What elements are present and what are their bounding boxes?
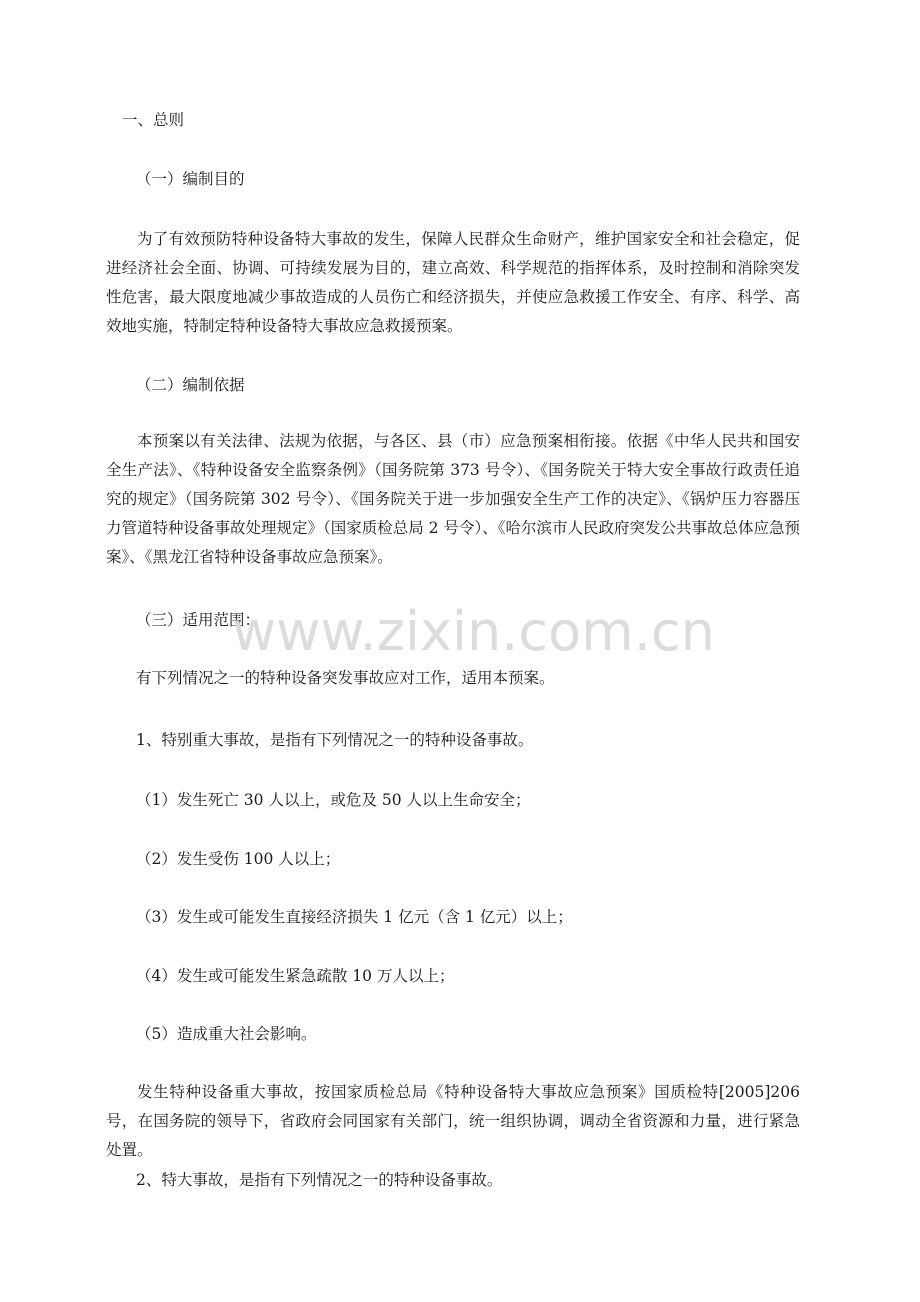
paragraph-purpose: 为了有效预防特种设备特大事故的发生，保障人民群众生命财产，维护国家安全和社会稳定，促进经济社会全面、协调、可持续发展为目的，建立高效、科学规范的指挥体系，及时控制和消除突发性危害，最大限度地减少事故造成的人员伤亡和经济损失，并使应急救援工作安全、有序、科学、高效地实施，特制定特种设备特大事故应急救援预案。 xyxy=(106,230,800,335)
list-item: （4）发生或可能发生紧急疏散 10 万人以上； xyxy=(136,967,455,985)
paragraph-scope-intro: 有下列情况之一的特种设备突发事故应对工作，适用本预案。 xyxy=(136,669,555,687)
item-2-title: 2、特大事故，是指有下列情况之一的特种设备事故。 xyxy=(136,1171,503,1189)
list-item: （2）发生受伤 100 人以上； xyxy=(136,850,341,868)
section-heading-general: 一、总则 xyxy=(122,111,185,129)
list-item: （3）发生或可能发生直接经济损失 1 亿元（含 1 亿元）以上； xyxy=(136,908,573,926)
list-item: （5）造成重大社会影响。 xyxy=(136,1025,317,1043)
watermark: www.zixin.com.cn xyxy=(232,600,715,663)
paragraph-item-1-response: 发生特种设备重大事故，按国家质检总局《特种设备特大事故应急预案》国质检特[2005]206 号，在国务院的领导下，省政府会同国家有关部门，统一组织协调，调动全省资源和力量，进行紧急处置。 xyxy=(106,1083,800,1159)
subsection-title-purpose: （一）编制目的 xyxy=(136,170,245,188)
list-item: （1）发生死亡 30 人以上，或危及 50 人以上生命安全； xyxy=(136,791,531,809)
subsection-title-basis: （二）编制依据 xyxy=(136,376,245,394)
item-1-title: 1、特别重大事故，是指有下列情况之一的特种设备事故。 xyxy=(136,731,534,749)
paragraph-basis: 本预案以有关法律、法规为依据，与各区、县（市）应急预案相衔接。依据《中华人民共和国安全生产法》、《特种设备安全监察条例》（国务院第 373 号令）、《国务院关于特大安全事故行政责任追究的规定》（国务院第 302 号令）、《国务院关于进一步加强安全生产工作的决定》、《锅炉压力容器压力管道特种设备事故处理规定》（国家质检总局 2 号令）、《哈尔滨市人民政府突发公共事故总体应急预案》、《黑龙江省特种设备事故应急预案》。 xyxy=(106,432,800,566)
subsection-title-scope: （三）适用范围： xyxy=(136,611,261,629)
